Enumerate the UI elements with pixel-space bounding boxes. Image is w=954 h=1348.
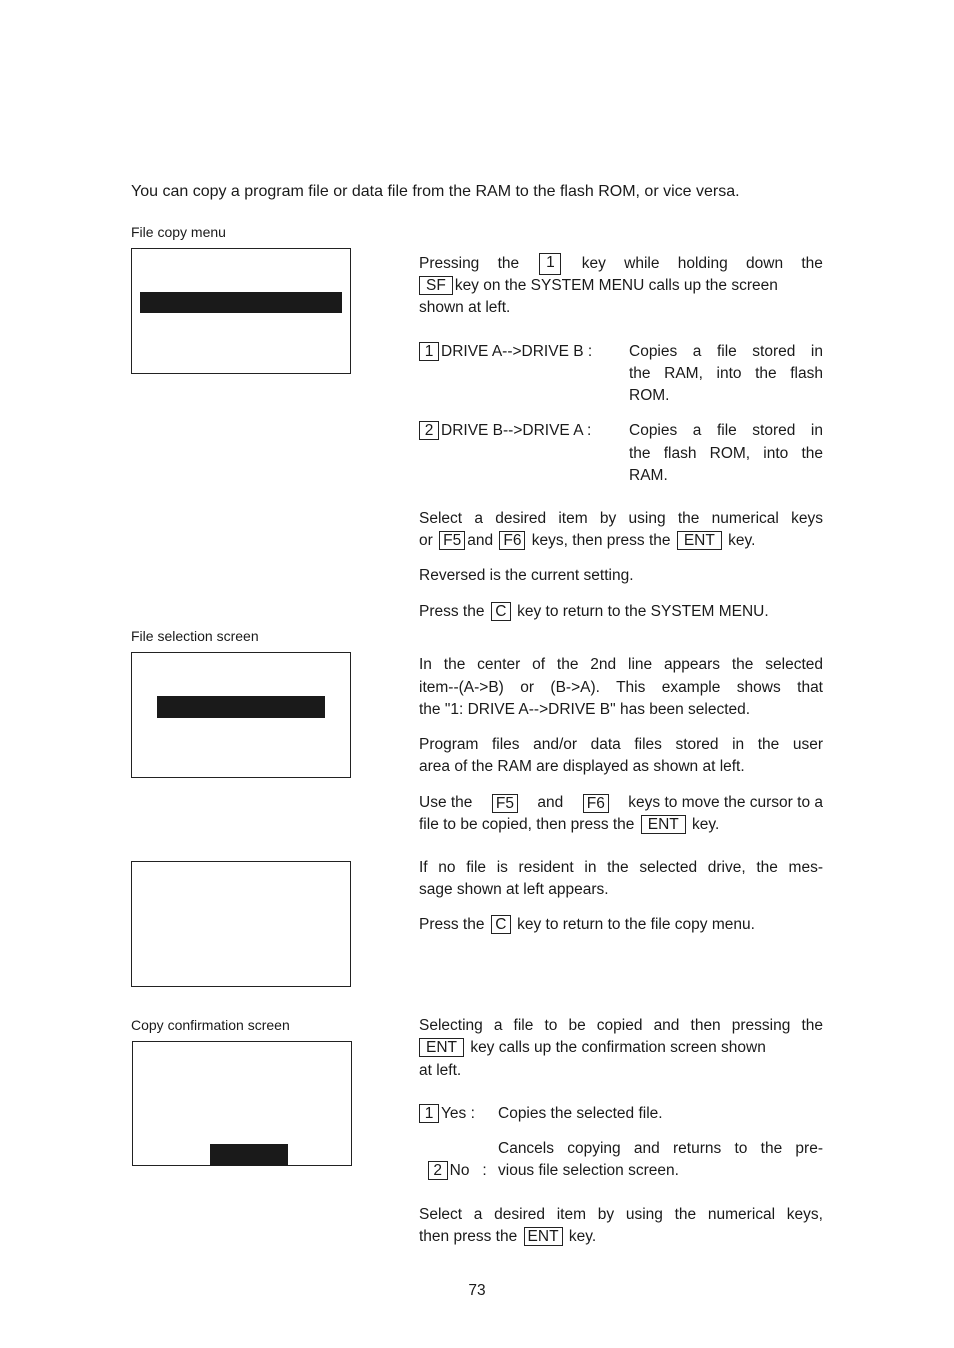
option-2-desc-l2: the flash ROM, into the <box>629 445 823 462</box>
text: key. <box>568 1228 597 1245</box>
section1-line2 <box>419 275 823 297</box>
key-ent: ENT <box>641 815 686 834</box>
option-1-desc-l3: ROM. <box>629 387 670 404</box>
option-2-desc-l3: RAM. <box>629 467 668 484</box>
section4-line3: at left. <box>419 1062 462 1079</box>
text: keys, then press the <box>531 532 671 549</box>
section2-line2: item--(A->B) or (B->A). This example shows that <box>419 679 823 696</box>
option-1-label <box>419 341 592 363</box>
select-line1: Select a desired item by using the numerical keys <box>419 510 823 527</box>
file-selection-screen <box>131 652 351 778</box>
section2-line7 <box>419 814 719 836</box>
option-1-desc-l1: Copies a file stored in <box>629 343 823 360</box>
text: Press the <box>419 916 485 933</box>
section2-line4: Program files and/or data files stored in the user <box>419 736 823 753</box>
reversed-note: Reversed is the current setting. <box>419 567 634 584</box>
intro-text: You can copy a program file or data file from the RAM to the flash ROM, or vice versa. <box>131 183 740 200</box>
press-c-file-copy <box>419 914 755 936</box>
section4-line1: Selecting a file to be copied and then pressing the <box>419 1017 823 1034</box>
caption-file-copy-menu: File copy menu <box>131 224 226 240</box>
file-copy-menu-screen <box>131 248 351 374</box>
caption-copy-confirmation: Copy confirmation screen <box>131 1017 290 1033</box>
key-ent: ENT <box>524 1227 563 1246</box>
text: keys to move the cursor to a <box>628 794 823 811</box>
text: key on the SYSTEM MENU calls up the screen <box>454 277 778 294</box>
section4-line2 <box>419 1037 823 1059</box>
text: Press the <box>419 603 485 620</box>
yes-label <box>419 1103 475 1125</box>
key-f6: F6 <box>499 531 525 550</box>
text: Use the <box>419 794 473 811</box>
option-2-desc-l1: Copies a file stored in <box>629 422 823 439</box>
section2-line5: area of the RAM are displayed as shown at left. <box>419 758 745 775</box>
text: and <box>467 532 494 549</box>
highlight-bar <box>140 292 342 313</box>
key-1: 1 <box>419 342 439 361</box>
select-numerical-line2 <box>419 1226 596 1248</box>
section2-line1: In the center of the 2nd line appears the selected <box>419 656 823 673</box>
text: DRIVE B-->DRIVE A : <box>441 422 592 439</box>
word: the <box>801 255 823 272</box>
page-number: 73 <box>468 1282 486 1299</box>
key-ent: ENT <box>677 531 722 550</box>
text: Yes : <box>441 1105 475 1122</box>
text: No : <box>449 1162 487 1179</box>
copy-confirmation-screen <box>132 1041 352 1166</box>
key-c: C <box>491 602 511 621</box>
key-1: 1 <box>539 253 561 275</box>
key-c: C <box>491 915 511 934</box>
word: key <box>581 255 606 272</box>
text: file to be copied, then press the <box>419 816 635 833</box>
caption-file-selection: File selection screen <box>131 628 259 644</box>
text: then press the <box>419 1228 518 1245</box>
key-ent: ENT <box>419 1038 464 1057</box>
word: holding <box>677 255 728 272</box>
section3-line2: sage shown at left appears. <box>419 881 609 898</box>
yes-desc: Copies the selected file. <box>498 1105 663 1122</box>
select-numerical-line1: Select a desired item by using the numerical keys, <box>419 1206 823 1223</box>
key-sf: SF <box>419 276 453 295</box>
selected-item-bar <box>157 696 325 718</box>
key-1: 1 <box>419 1104 439 1123</box>
no-desc-l2: vious file selection screen. <box>498 1162 679 1179</box>
word: the <box>497 255 520 272</box>
key-f5: F5 <box>439 531 465 550</box>
word: down <box>746 255 784 272</box>
key-2: 2 <box>428 1161 448 1180</box>
text: or <box>419 532 433 549</box>
select-line2 <box>419 530 755 552</box>
section2-line6 <box>419 792 823 814</box>
text: and <box>537 794 564 811</box>
section1-line3: shown at left. <box>419 299 511 316</box>
no-file-screen <box>131 861 351 987</box>
selected-option-bar <box>210 1144 288 1166</box>
option-2-label <box>419 420 591 442</box>
text: key. <box>728 532 756 549</box>
section2-line3: the "1: DRIVE A-->DRIVE B" has been selected. <box>419 701 751 718</box>
key-2: 2 <box>419 421 439 440</box>
option-1-desc-l2: the RAM, into the flash <box>629 365 823 382</box>
text: DRIVE A-->DRIVE B : <box>441 343 593 360</box>
text: key to return to the SYSTEM MENU. <box>517 603 769 620</box>
word: Pressing <box>419 255 480 272</box>
text: key to return to the file copy menu. <box>517 916 755 933</box>
text: key. <box>692 816 720 833</box>
key-f6: F6 <box>583 794 609 813</box>
word: while <box>624 255 660 272</box>
no-label <box>419 1138 487 1182</box>
key-f5: F5 <box>492 794 518 813</box>
section3-line1: If no file is resident in the selected drive, the mes- <box>419 859 823 876</box>
section1-line1 <box>419 253 823 275</box>
no-desc-l1: Cancels copying and returns to the pre- <box>498 1140 823 1157</box>
text: key calls up the confirmation screen shown <box>470 1039 766 1056</box>
press-c-system-menu <box>419 601 769 623</box>
